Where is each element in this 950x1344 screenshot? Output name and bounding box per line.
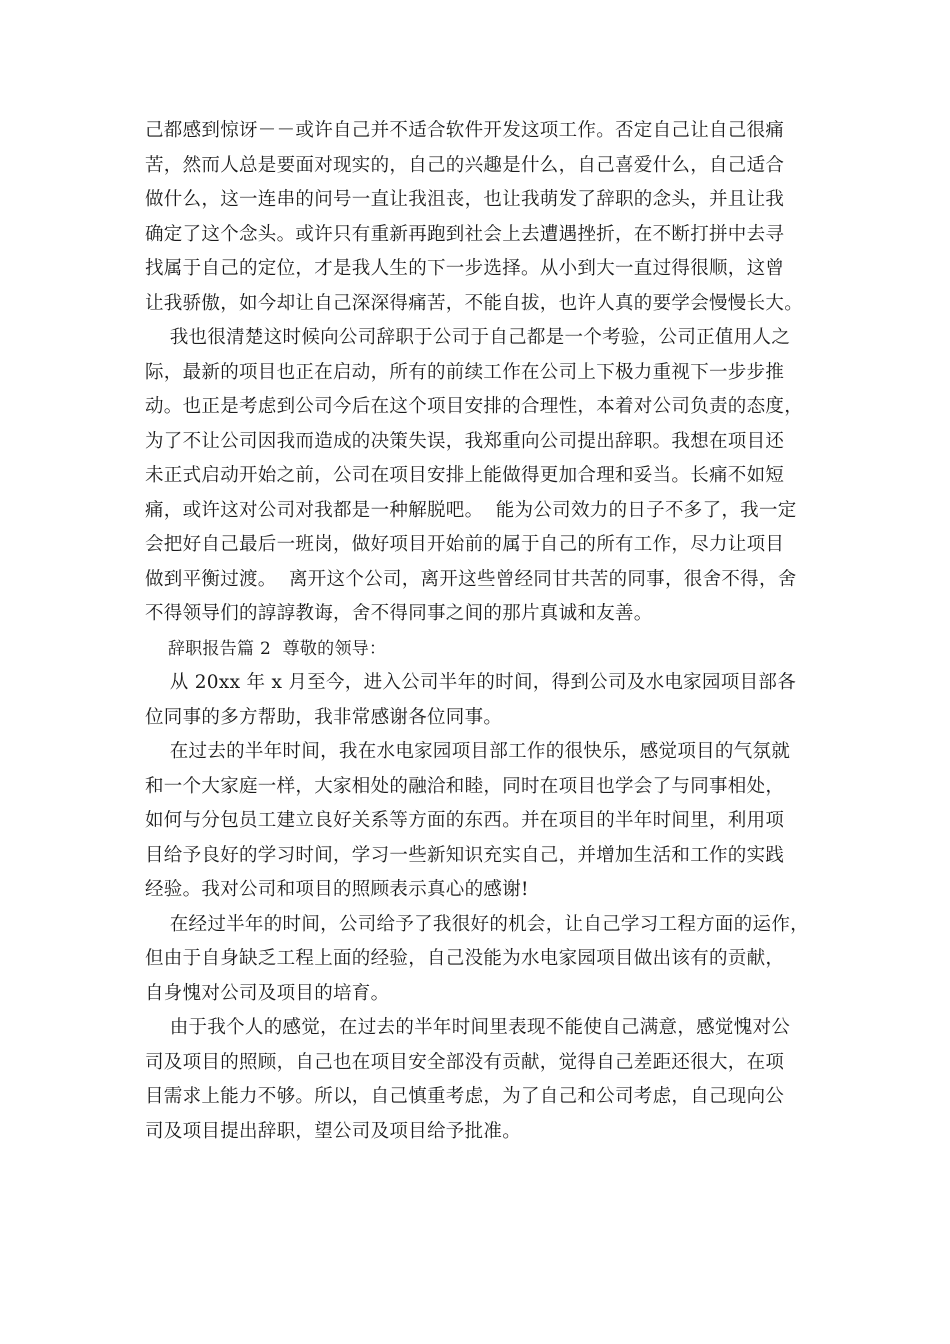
text-line: 痛，或许这对公司对我都是一种解脱吧。 能为公司效力的日子不多了，我一定 [145,499,797,521]
text-line: 目需求上能力不够。所以，自己慎重考虑，为了自己和公司考虑，自己现向公 [145,1086,785,1107]
text-line: 苦，然而人总是要面对现实的，自己的兴趣是什么，自己喜爱什么，自己适合 [145,154,785,176]
text-line: 和一个大家庭一样，大家相处的融洽和睦，同时在项目也学会了与同事相处， [145,775,785,797]
text-line: 让我骄傲，如今却让自己深深得痛苦，不能自拔，也许人真的要学会慢慢长大。 [145,292,804,314]
text-line: 己都感到惊讶－－或许自己并不适合软件开发这项工作。否定自己让自己很痛 [145,120,785,141]
text-line: 在过去的半年时间，我在水电家园项目部工作的很快乐，感觉项目的气氛就 [145,741,791,762]
text-line: 经验。我对公司和项目的照顾表示真心的感谢! [145,879,529,900]
text-line: 做到平衡过渡。 离开这个公司，离开这些曾经同甘共苦的同事，很舍不得，舍 [145,568,797,590]
text-line: 我也很清楚这时候向公司辞职于公司于自己都是一个考验，公司正值用人之 [145,327,791,348]
text-line: 际，最新的项目也正在启动，所有的前续工作在公司上下极力重视下一步步推 [145,361,785,383]
text-line: 确定了这个念头。或许只有重新再跑到社会上去遭遇挫折，在不断打拼中去寻 [145,223,785,245]
text-line: 未正式启动开始之前，公司在项目安排上能做得更加合理和妥当。长痛不如短 [145,465,785,486]
text-line: 会把好自己最后一班岗，做好项目开始前的属于自己的所有工作，尽力让项目 [145,534,785,555]
section-heading: 辞职报告篇 2 尊敬的领导： [145,638,387,659]
text-line: 司及项目的照顾，自己也在项目安全部没有贡献，觉得自己差距还很大，在项 [145,1051,785,1073]
document-body [145,114,809,1149]
text-line: 如何与分包员工建立良好关系等方面的东西。并在项目的半年时间里，利用项 [145,810,785,831]
text-line: 司及项目提出辞职，望公司及项目给予批准。 [145,1120,522,1142]
text-line: 找属于自己的定位，才是我人生的下一步选择。从小到大一直过得很顺，这曾 [145,258,785,279]
text-line: 为了不让公司因我而造成的决策失误，我郑重向公司提出辞职。我想在项目还 [145,430,785,452]
text-line: 动。也正是考虑到公司今后在这个项目安排的合理性，本着对公司负责的态度， [145,396,804,417]
text-line: 位同事的多方帮助，我非常感谢各位同事。 [145,706,503,728]
text-line: 但由于自身缺乏工程上面的经验，自己没能为水电家园项目做出该有的贡献， [145,948,785,969]
text-line: 自身愧对公司及项目的培育。 [145,982,390,1004]
text-line: 不得领导们的諄諄教诲，舍不得同事之间的那片真诚和友善。 [145,603,653,624]
text-line: 从 20xx 年 x 月至今，进入公司半年的时间，得到公司及水电家园项目部各 [145,672,796,693]
text-line: 做什么，这一连串的问号一直让我沮丧，也让我萌发了辞职的念头，并且让我 [145,189,785,210]
text-line: 由于我个人的感觉，在过去的半年时间里表现不能使自己满意，感觉愧对公 [145,1017,791,1038]
text-line: 目给予良好的学习时间，学习一些新知识充实自己，并增加生活和工作的实践 [145,844,785,866]
text-line: 在经过半年的时间，公司给予了我很好的机会，让自己学习工程方面的运作， [145,913,809,935]
